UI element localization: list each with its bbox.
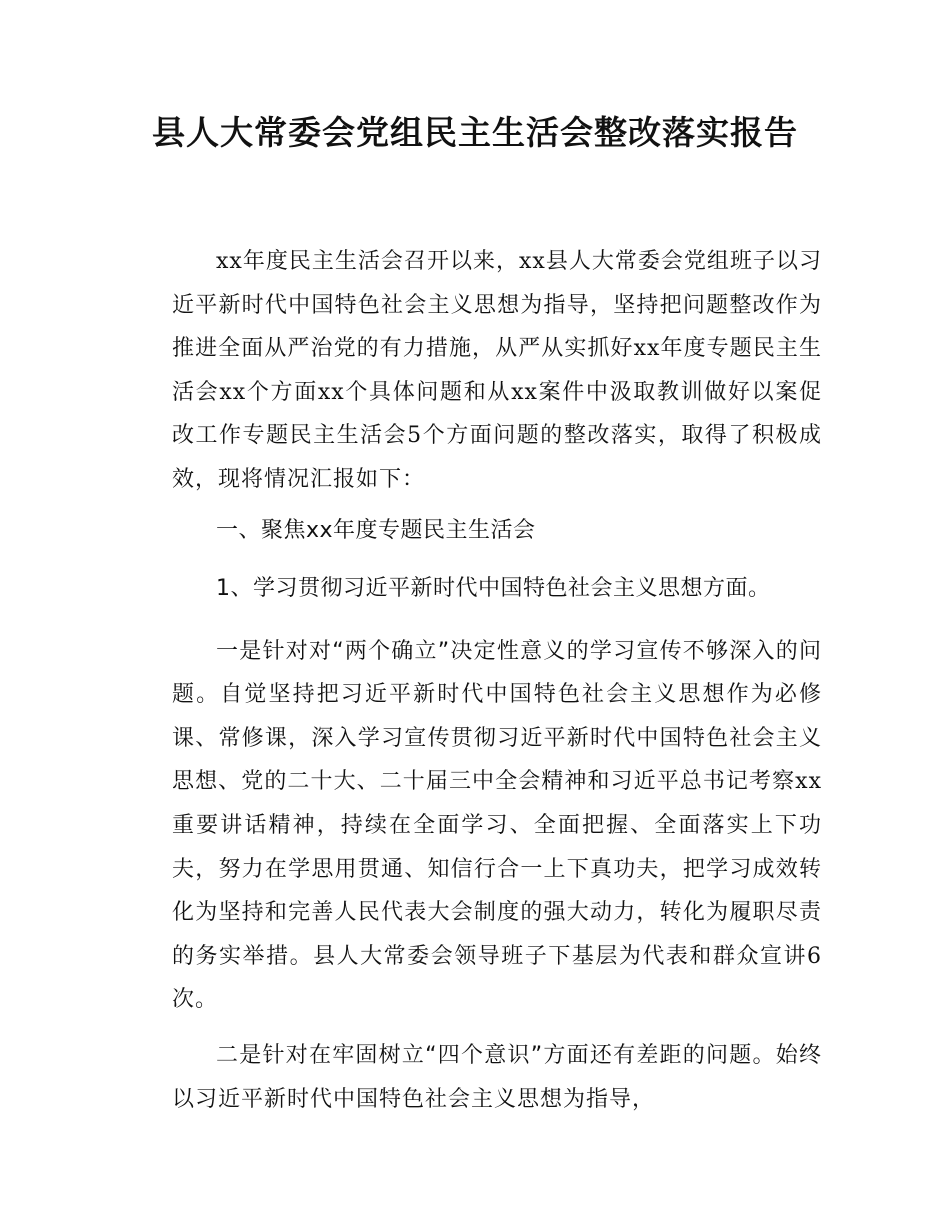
item-paragraph-2 — [172, 1034, 822, 1121]
item-text-1: 自觉坚持把习近平新时代中国特色社会主义思想作为必修课、常修课，深入学习宣传贯彻习近平新时代中国特色社会主义思想、党的二十大、二十届三中全会精神和习近平总书记考察xx重要讲话精神，持续在全面学习、全面把握、全面落实上下功夫，努力在学思用贯通、知信行合一上下真功夫，把学习成效转化为坚持和完善人民代表大会制度的强大动力，转化为履职尽责的务实举措。县人大常委会领导班子下基层为代表和群众宣讲6次。 — [172, 682, 822, 1013]
document-title: 县人大常委会党组民主生活会整改落实报告 — [152, 113, 798, 152]
item-text-2: 始终以习近平新时代中国特色社会主义思想为指导， — [172, 1042, 822, 1112]
intro-paragraph: xx年度民主生活会召开以来，xx县人大常委会党组班子以习近平新时代中国特色社会主义思想为指导，坚持把问题整改作为推进全面从严治党的有力措施，从严从实抓好xx年度专题民主生活会xx个方面xx个具体问题和从xx案件中汲取教训做好以案促改工作专题民主生活会5个方面问题的整改落实，取得了积极成效，现将情况汇报如下： — [172, 249, 822, 492]
subsection-heading-1: 1、学习贯彻习近平新时代中国特色社会主义思想方面。 — [216, 575, 771, 601]
item-paragraph-1 — [172, 630, 822, 1022]
item-lead-2: 二是针对在牢固树立“四个意识”方面还有差距的问题。 — [216, 1042, 776, 1068]
item-lead-1: 一是针对对“两个确立”决定性意义的学习宣传不够深入的问题。 — [172, 638, 822, 708]
document-body — [172, 240, 822, 1121]
section-heading-1: 一、聚焦xx年度专题民主生活会 — [216, 517, 536, 543]
